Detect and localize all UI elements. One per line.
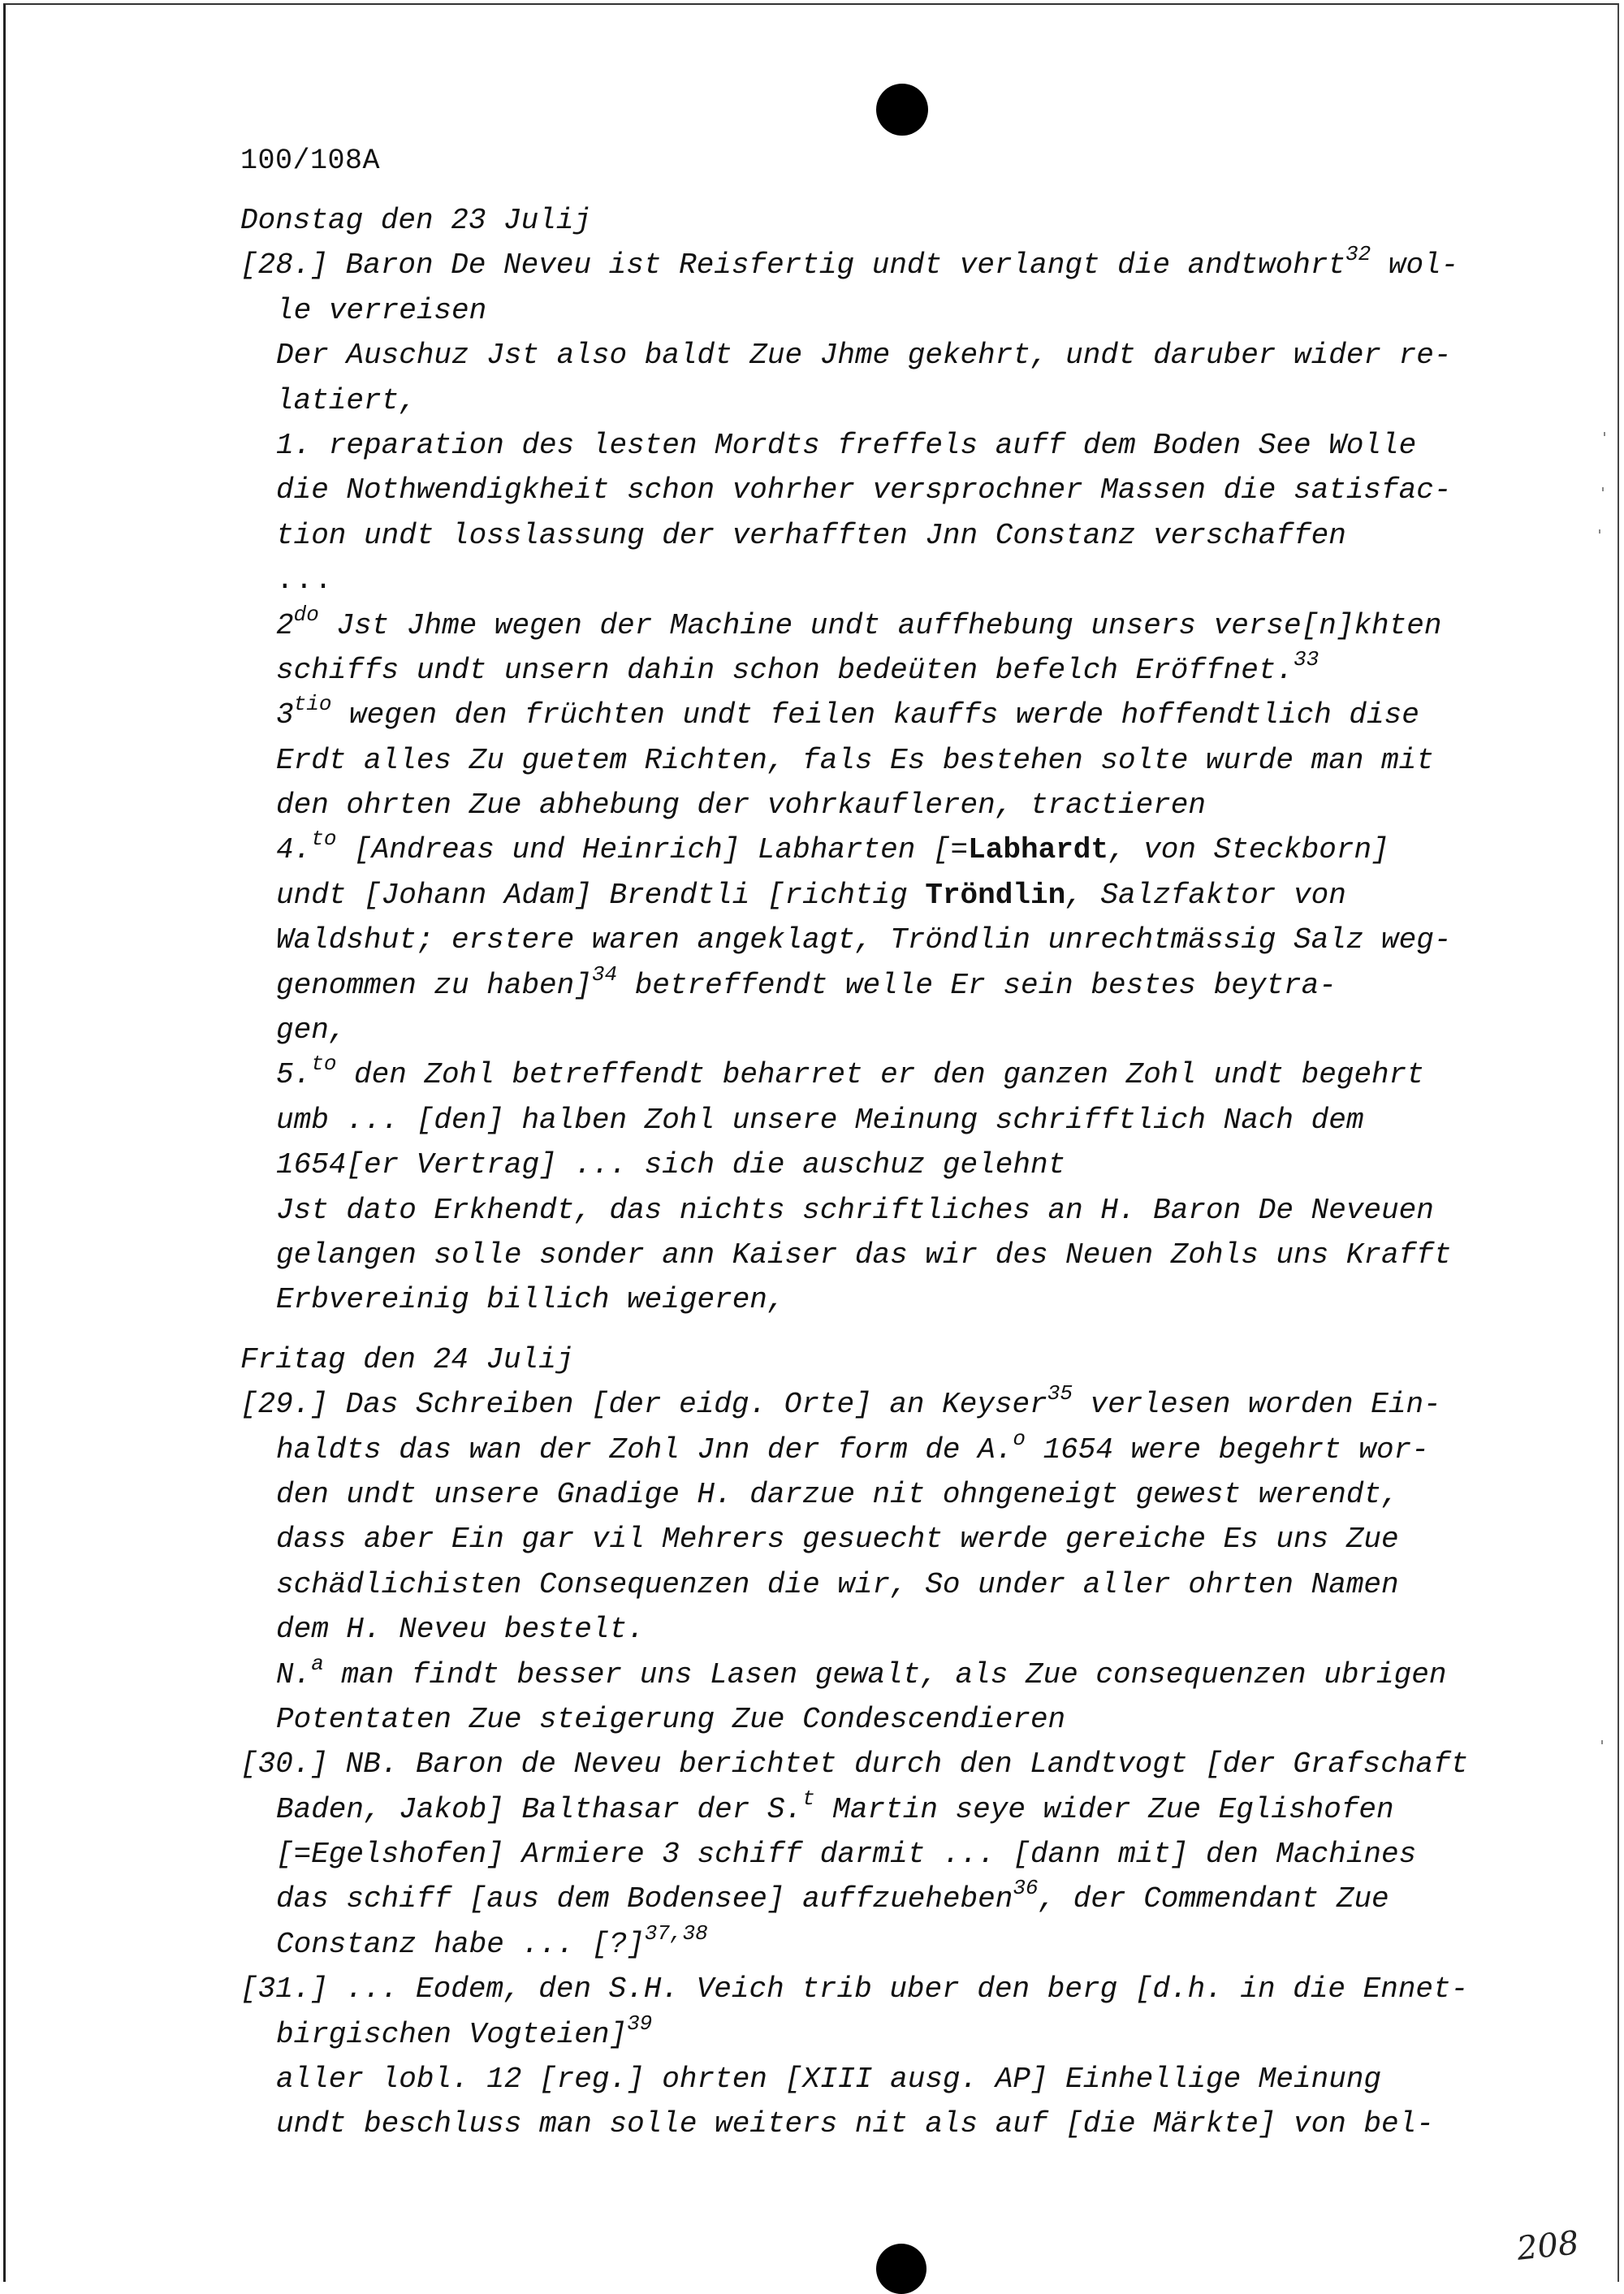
footnote-ref: 37,38 <box>644 1920 708 1946</box>
text-line: N.$^a$ man findt besser uns Lasen gewalt, als Zue consequenzen ubrigen <box>276 1651 1447 1691</box>
text-line: die Nothwendigkheit schon vohrher versprochner Massen die satisfac- <box>276 473 1452 508</box>
text-line: Constanz habe ... [?]$^{37,38}$ <box>276 1920 708 1961</box>
footnote-ref: 35 <box>1047 1381 1073 1406</box>
bold-name: Tröndlin <box>925 878 1066 912</box>
text-line: $2^{do}$ Jst Jhme wegen der Machine undt auffhebung unsers verse[n]khten <box>276 602 1442 642</box>
section-gap <box>240 1323 1507 1337</box>
text-line: [=Egelshofen] Armiere 3 schiff darmit ... [dann mit] den Machines <box>276 1838 1417 1872</box>
text-line: undt beschluss man solle weiters nit als auf [die Märkte] von bel- <box>276 2107 1434 2141</box>
text-line: aller lobl. 12 [reg.] ohrten [XIII ausg. AP] Einhellige Meinung <box>276 2063 1382 2097</box>
date-heading: Donstag den 23 Julij <box>240 204 592 237</box>
text-line: le verreisen <box>276 293 487 327</box>
footnote-ref: 36 <box>1013 1876 1039 1901</box>
entry-28-line: [28.] Baron De Neveu ist Reisfertig undt verlangt die andtwohrt$^{32}$ wol- <box>240 242 1459 283</box>
text-line: gelangen solle sonder ann Kaiser das wir des Neuen Zohls uns Krafft <box>276 1238 1452 1272</box>
text-line: latiert, <box>276 383 417 417</box>
text-line: undt [Johann Adam] Brendtli [richtig Tröndlin, Salzfaktor von <box>276 878 1346 912</box>
scan-speck <box>1604 432 1605 436</box>
text-line: birgischen Vogteien]$^{39}$ <box>276 2011 653 2051</box>
text-line: dass aber Ein gar vil Mehrers gesuecht werde gereiche Es uns Zue <box>276 1523 1399 1557</box>
document-reference-number: 100/108A <box>240 145 381 177</box>
text-line: umb ... [den] halben Zohl unsere Meinung schrifftlich Nach dem <box>276 1103 1364 1137</box>
text-line: Jst dato Erkhendt, das nichts schriftliches an H. Baron De Neveuen <box>276 1193 1434 1227</box>
entry-29-line: [29.] Das Schreiben [der eidg. Orte] an Keyser$^{35}$ verlesen worden Ein- <box>240 1381 1441 1422</box>
entry-31-line: [31.] ... Eodem, den S.H. Veich trib uber den berg [d.h. in die Ennet- <box>240 1972 1469 2007</box>
text-line: 5.$^{to}$ den Zohl betreffendt beharret er den ganzen Zohl undt begehrt <box>276 1052 1424 1092</box>
text-line: gen, <box>276 1013 347 1048</box>
text-line: Erdt alles Zu guetem Richten, fals Es bestehen solte wurde man mit <box>276 743 1434 777</box>
ellipsis-line: ... <box>276 564 334 598</box>
text-line: 1. reparation des lesten Mordts freffels auff dem Boden See Wolle <box>276 428 1417 462</box>
punch-hole-top <box>876 84 928 136</box>
text-line: 4.$^{to}$ [Andreas und Heinrich] Labharten [=Labhardt, von Steckborn] <box>276 827 1389 867</box>
text-line: Baden, Jakob] Balthasar der S.$^t$ Martin seye wider Zue Eglishofen <box>276 1786 1394 1826</box>
footnote-ref: 34 <box>591 961 618 987</box>
text-line: haldts das wan der Zohl Jnn der form de A.$^o$ 1654 were begehrt wor- <box>276 1426 1429 1467</box>
text-line: schädlichisten Consequenzen die wir, So under aller ohrten Namen <box>276 1567 1399 1601</box>
scan-speck <box>1599 529 1600 534</box>
text-line: Erbvereinig billich weigeren, <box>276 1283 785 1317</box>
text-line: $3^{tio}$ wegen den früchten undt feilen kauffs werde hoffendtlich dise <box>276 692 1419 732</box>
text-line: den undt unsere Gnadige H. darzue nit ohngeneigt gewest werendt, <box>276 1477 1399 1511</box>
text-line: Waldshut; erstere waren angeklagt, Tröndlin unrechtmässig Salz weg- <box>276 923 1452 957</box>
entry-30-line: [30.] NB. Baron de Neveu berichtet durch den Landtvogt [der Grafschaft <box>240 1748 1469 1782</box>
footnote-ref: 39 <box>627 2011 653 2036</box>
scan-speck <box>1601 1740 1603 1744</box>
text-line: das schiff [aus dem Bodensee] auffzueheben$^{36}$, der Commendant Zue <box>276 1876 1389 1916</box>
text-line: schiffs undt unsern dahin schon bedeüten befelch Eröffnet.$^{33}$ <box>276 646 1320 687</box>
text-line: genommen zu haben]$^{34}$ betreffendt welle Er sein bestes beytra- <box>276 961 1337 1002</box>
footnote-ref: 33 <box>1294 646 1320 672</box>
text-line: Potentaten Zue steigerung Zue Condescendieren <box>276 1702 1066 1736</box>
footnote-ref: 32 <box>1345 242 1371 267</box>
date-heading: Fritag den 24 Julij <box>240 1342 574 1376</box>
scan-speck <box>1602 487 1604 491</box>
text-line: den ohrten Zue abhebung der vohrkaufleren, tractieren <box>276 788 1206 823</box>
text-line: tion undt losslassung der verhafften Jnn Constanz verschaffen <box>276 518 1346 552</box>
bold-name: Labhardt <box>968 833 1108 867</box>
transcription-body <box>240 198 1507 2147</box>
text-line: 1654[er Vertrag] ... sich die auschuz gelehnt <box>276 1148 1066 1182</box>
handwritten-page-number: 208 <box>1514 2224 1581 2268</box>
text-line: Der Auschuz Jst also baldt Zue Jhme gekehrt, undt daruber wider re- <box>276 339 1452 373</box>
text-line: dem H. Neveu bestelt. <box>276 1613 645 1647</box>
